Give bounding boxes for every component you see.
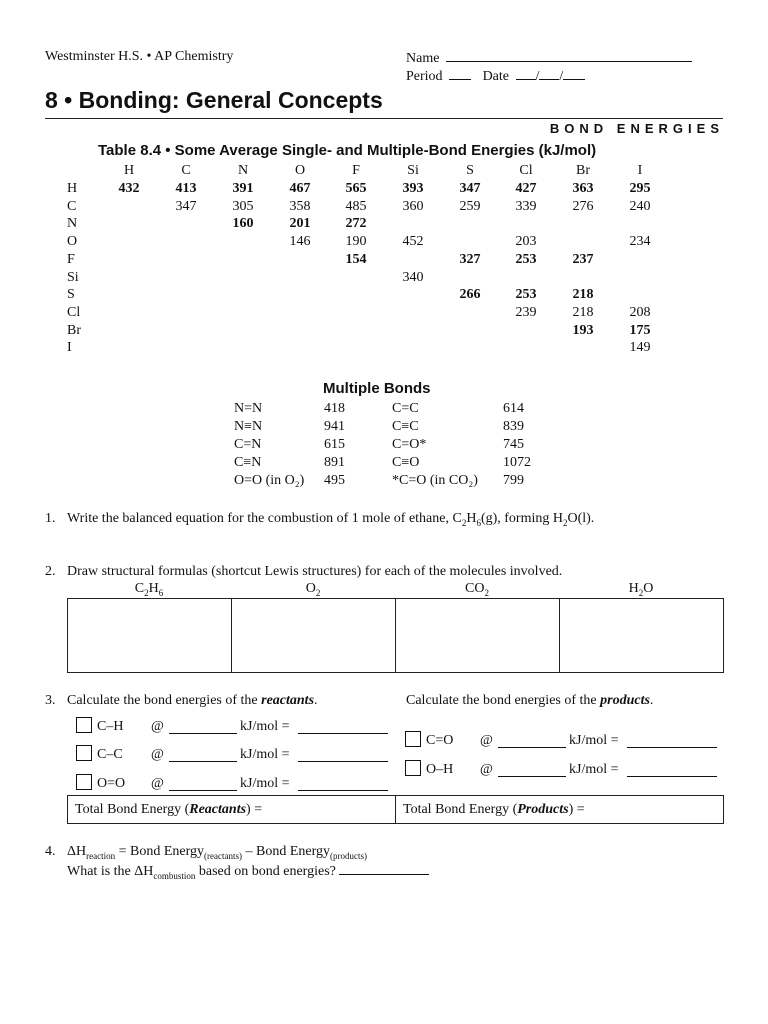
- row-label: N: [67, 216, 78, 232]
- row-label: Cl: [67, 304, 81, 320]
- reactant-energy-blank[interactable]: [169, 721, 237, 734]
- table-title: Table 8.4 • Some Average Single- and Multiple-Bond Energies (kJ/mol): [98, 142, 597, 159]
- table-cell: 208: [629, 304, 651, 320]
- total-bond-energy-box: [67, 795, 724, 824]
- bond-value: 839: [503, 419, 524, 434]
- column-header: Cl: [519, 163, 533, 178]
- table-cell: 149: [629, 340, 651, 356]
- product-result-blank[interactable]: [627, 764, 717, 777]
- table-cell: 237: [572, 251, 594, 267]
- bond-name: C=C: [392, 401, 419, 416]
- table-cell: 218: [572, 304, 594, 320]
- bond-value: 941: [324, 419, 345, 434]
- at-symbol: @: [151, 719, 164, 734]
- product-result-blank[interactable]: [627, 735, 717, 748]
- name-label: Name: [406, 51, 440, 66]
- at-symbol: @: [480, 733, 493, 748]
- question-3-reactants-text: Calculate the bond energies of the reactants.: [67, 693, 318, 708]
- column-header: S: [466, 163, 474, 178]
- product-energy-blank[interactable]: [498, 735, 566, 748]
- bond-label: C–H: [97, 719, 124, 734]
- date-label: Date: [482, 69, 509, 84]
- question-2-text: Draw structural formulas (shortcut Lewis structures) for each of the molecules involved.: [67, 564, 563, 579]
- delta-h-answer-blank[interactable]: [339, 862, 429, 875]
- lewis-structure-grid: [67, 598, 724, 673]
- row-label: Br: [67, 322, 81, 338]
- table-cell: 154: [345, 251, 367, 267]
- table-cell: 393: [402, 181, 424, 196]
- row-label: C: [67, 198, 77, 214]
- column-header: Si: [407, 163, 419, 178]
- table-cell: 327: [459, 251, 481, 267]
- bond-label: C–C: [97, 747, 123, 762]
- bond-value: 614: [503, 401, 524, 416]
- product-checkbox[interactable]: [405, 760, 421, 776]
- product-checkbox[interactable]: [405, 731, 421, 747]
- multiple-bonds-title: Multiple Bonds: [323, 380, 431, 397]
- unit-label: kJ/mol =: [240, 719, 290, 734]
- total-divider: [395, 796, 396, 823]
- bond-name: N≡N: [234, 419, 263, 434]
- table-cell: 203: [515, 234, 537, 250]
- bond-name: C≡C: [392, 419, 419, 434]
- column-header: O: [294, 163, 306, 178]
- table-cell: 193: [572, 322, 594, 338]
- table-cell: 253: [515, 251, 537, 267]
- period-label: Period: [406, 69, 443, 84]
- table-cell: 340: [402, 269, 424, 285]
- bond-name: C=O*: [392, 437, 427, 452]
- bond-value: 615: [324, 437, 345, 452]
- reactant-energy-blank[interactable]: [169, 778, 237, 791]
- table-cell: 266: [459, 287, 481, 303]
- column-header: Br: [576, 163, 590, 178]
- table-cell: 240: [629, 198, 651, 214]
- bond-value: 799: [503, 473, 524, 488]
- question-1-text: Write the balanced equation for the combustion of 1 mole of ethane, $C_2H_6(g)$, forming $H_2O(l)$.: [67, 511, 595, 528]
- unit-label: kJ/mol =: [569, 762, 619, 777]
- bond-name: C≡O: [392, 455, 420, 470]
- name-field: [406, 49, 692, 67]
- table-cell: 175: [629, 322, 651, 338]
- question-3-number: 3.: [45, 693, 56, 708]
- lewis-box-carbon-dioxide[interactable]: [396, 599, 559, 672]
- column-header: H: [123, 163, 135, 178]
- column-header: N: [237, 163, 249, 178]
- date-separator: /: [559, 69, 564, 84]
- column-header: C: [181, 163, 191, 178]
- bond-value: 1072: [503, 455, 531, 470]
- table-cell: 259: [459, 198, 481, 214]
- lewis-box-ethane[interactable]: [68, 599, 231, 672]
- table-cell: 565: [345, 181, 367, 196]
- table-cell: 234: [629, 234, 651, 250]
- title-rule: [45, 118, 723, 119]
- bond-name: N=N: [234, 401, 263, 416]
- table-cell: 432: [118, 181, 140, 196]
- column-header: I: [637, 163, 643, 178]
- bond-label: C=O: [426, 733, 454, 748]
- molecule-label: $CO_2$: [465, 581, 489, 598]
- row-label: O: [67, 234, 78, 250]
- table-cell: 467: [289, 181, 311, 196]
- table-cell: 427: [515, 181, 537, 196]
- reactant-result-blank[interactable]: [298, 721, 388, 734]
- unit-label: kJ/mol =: [240, 776, 290, 791]
- lewis-box-oxygen[interactable]: [232, 599, 395, 672]
- row-label: I: [67, 340, 72, 356]
- molecule-label: $H_2O$: [628, 581, 654, 598]
- row-label: H: [67, 181, 78, 196]
- unit-label: kJ/mol =: [240, 747, 290, 762]
- bond-value: 891: [324, 455, 345, 470]
- name-blank[interactable]: [446, 49, 692, 62]
- table-cell: 201: [289, 216, 311, 232]
- table-cell: 391: [232, 181, 254, 196]
- question-4-text: What is the $\Delta H_{combustion}$ based on bond energies?: [67, 862, 429, 881]
- bond-value: 418: [324, 401, 345, 416]
- column-header: F: [352, 163, 360, 178]
- table-cell: 360: [402, 198, 424, 214]
- course-header: Westminster H.S. • AP Chemistry: [45, 49, 234, 64]
- date-day-blank[interactable]: [539, 67, 559, 80]
- table-cell: 347: [175, 198, 197, 214]
- table-cell: 276: [572, 198, 594, 214]
- product-energy-blank[interactable]: [498, 764, 566, 777]
- question-4-number: 4.: [45, 844, 56, 859]
- table-cell: 358: [289, 198, 311, 214]
- question-2-number: 2.: [45, 564, 56, 579]
- table-cell: 305: [232, 198, 254, 214]
- date-month-blank[interactable]: [516, 67, 536, 80]
- reactant-result-blank[interactable]: [298, 749, 388, 762]
- row-label: F: [67, 251, 75, 267]
- table-cell: 363: [572, 181, 594, 196]
- section-label: BOND ENERGIES: [549, 121, 724, 136]
- table-cell: 485: [345, 198, 367, 214]
- bond-value: 495: [324, 473, 345, 488]
- table-cell: 146: [289, 234, 311, 250]
- bond-name: O=O (in O₂): [234, 473, 305, 488]
- reactant-result-blank[interactable]: [298, 778, 388, 791]
- bond-name: *C=O (in CO₂): [392, 473, 478, 488]
- bond-label: O–H: [426, 762, 454, 777]
- reactant-checkbox[interactable]: [76, 745, 92, 761]
- reactant-checkbox[interactable]: [76, 774, 92, 790]
- table-cell: 160: [232, 216, 254, 232]
- bond-value: 745: [503, 437, 524, 452]
- unit-label: kJ/mol =: [569, 733, 619, 748]
- total-products-label[interactable]: Total Bond Energy (Products) =: [403, 802, 585, 817]
- molecule-label: $C_2H_6$: [134, 581, 164, 598]
- total-reactants-label[interactable]: Total Bond Energy (Reactants) =: [75, 802, 263, 817]
- at-symbol: @: [151, 776, 164, 791]
- at-symbol: @: [480, 762, 493, 777]
- reactant-checkbox[interactable]: [76, 717, 92, 733]
- row-label: Si: [67, 269, 79, 285]
- at-symbol: @: [151, 747, 164, 762]
- page-title: 8 • Bonding: General Concepts: [45, 87, 383, 113]
- molecule-label: $O_2$: [305, 581, 321, 598]
- reactant-energy-blank[interactable]: [169, 749, 237, 762]
- table-cell: 239: [515, 304, 537, 320]
- table-cell: 339: [515, 198, 537, 214]
- bond-label: O=O: [97, 776, 126, 791]
- period-date-field: [406, 67, 585, 85]
- table-cell: 272: [345, 216, 367, 232]
- table-cell: 295: [629, 181, 651, 196]
- table-cell: 253: [515, 287, 537, 303]
- date-year-blank[interactable]: [563, 67, 585, 80]
- bond-name: C≡N: [234, 455, 262, 470]
- question-3-products-text: Calculate the bond energies of the products.: [406, 693, 654, 708]
- period-blank[interactable]: [449, 67, 471, 80]
- question-4-formula: $\Delta H_{reaction}$ = Bond Energy$_{(reactants)}$ – Bond Energy$_{(products)}$: [67, 844, 368, 861]
- lewis-box-water[interactable]: [560, 599, 723, 672]
- table-cell: 347: [459, 181, 481, 196]
- table-cell: 218: [572, 287, 594, 303]
- table-cell: 413: [175, 181, 197, 196]
- row-label: S: [67, 287, 75, 303]
- question-1-number: 1.: [45, 511, 56, 526]
- table-cell: 452: [402, 234, 424, 250]
- table-cell: 190: [345, 234, 367, 250]
- bond-name: C=N: [234, 437, 262, 452]
- date-separator: /: [535, 69, 540, 84]
